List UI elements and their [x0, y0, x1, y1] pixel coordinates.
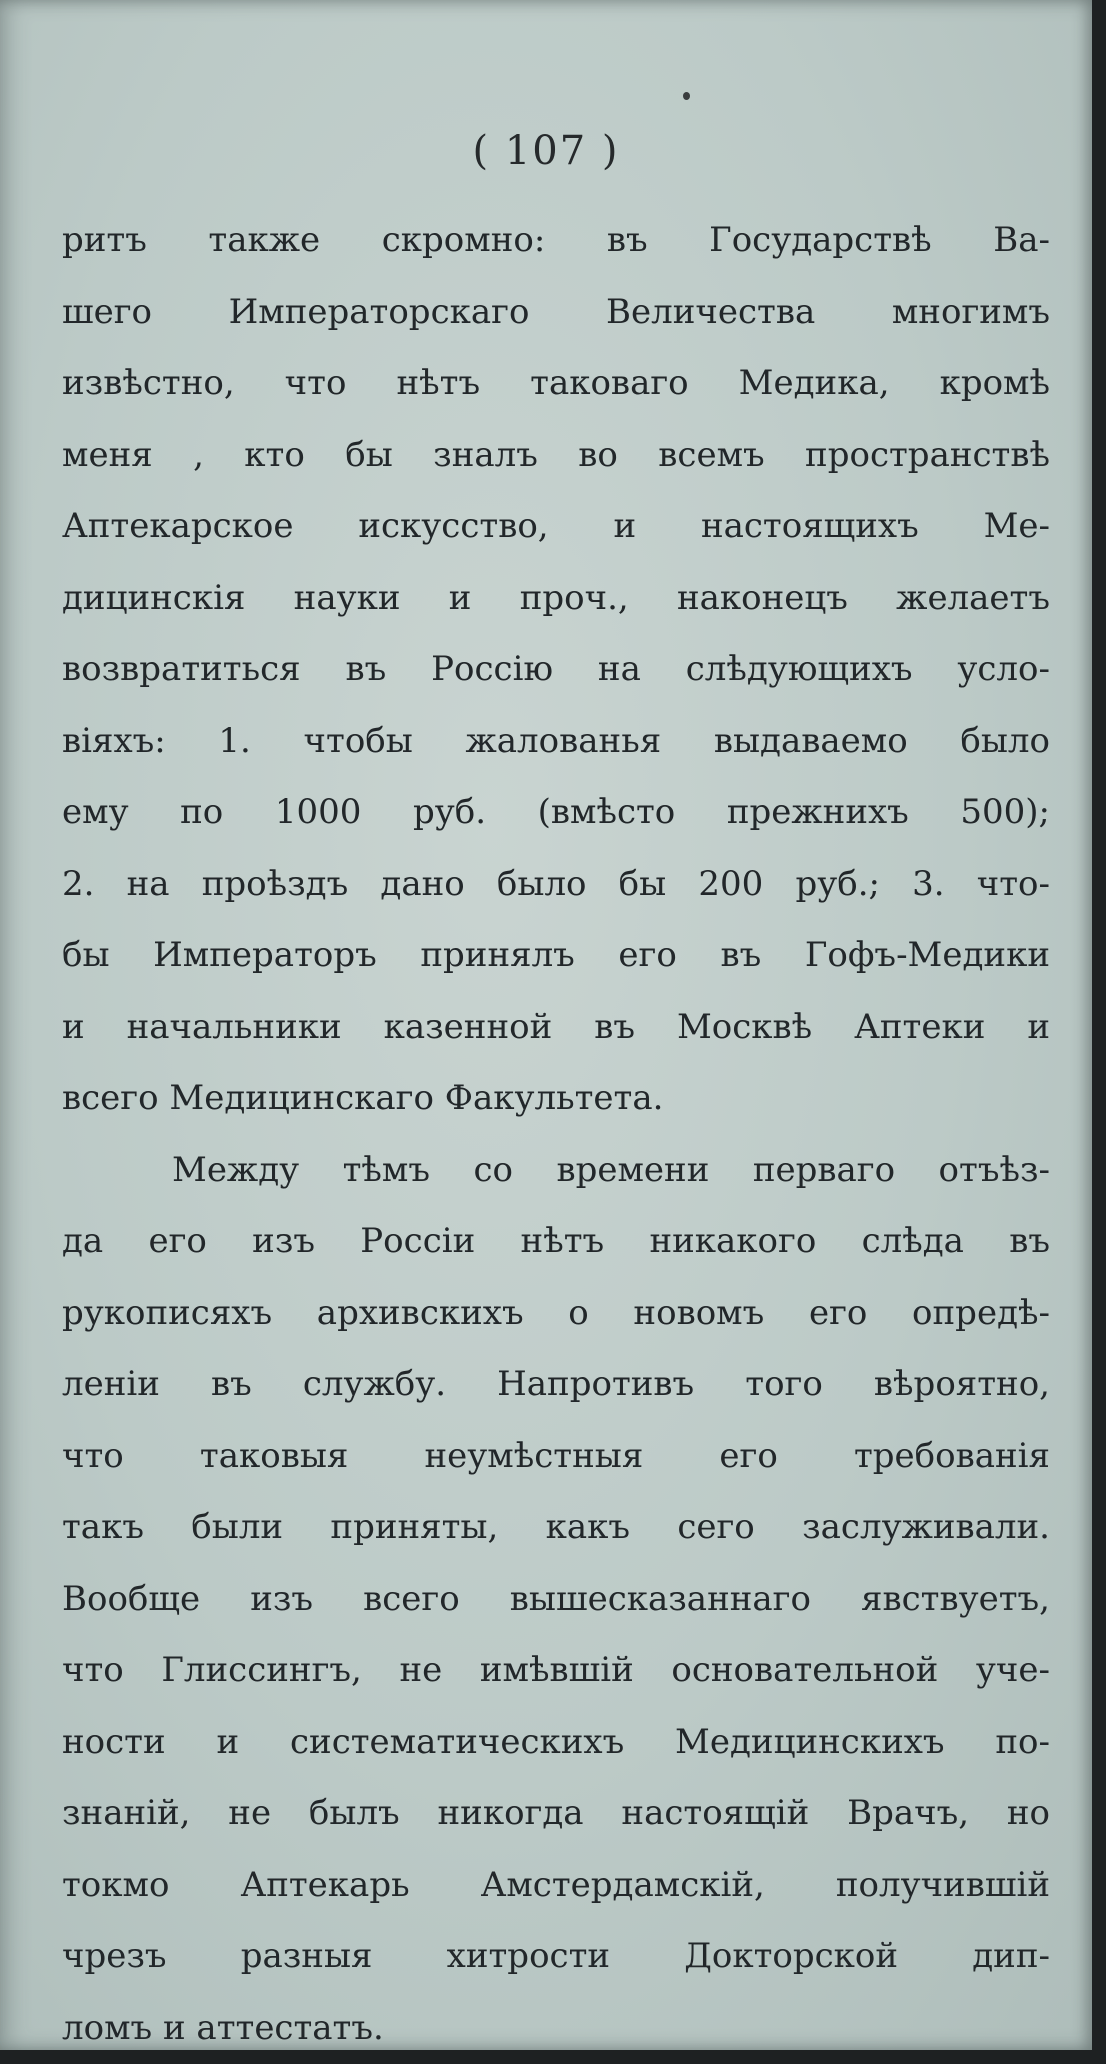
- text-line: Вообще изъ всего вышесказаннаго явствуетъ,: [62, 1564, 1050, 1636]
- text-line: Аптекарское искусство, и настоящихъ Ме-: [62, 491, 1050, 563]
- text-line: Между тѣмъ со времени перваго отъѣз-: [62, 1135, 1050, 1207]
- text-line: возвратиться въ Россію на слѣдующихъ усло-: [62, 634, 1050, 706]
- text-line: бы Императоръ принялъ его въ Гофъ-Медики: [62, 920, 1050, 992]
- text-line: ему по 1000 руб. (вмѣсто прежнихъ 500);: [62, 777, 1050, 849]
- text-line: что таковыя неумѣстныя его требованія: [62, 1421, 1050, 1493]
- text-line: дицинскія науки и проч., наконецъ желаетъ: [62, 563, 1050, 635]
- text-line: ритъ также скромно: въ Государствѣ Ва-: [62, 205, 1050, 277]
- text-line: леніи въ службу. Напротивъ того вѣроятно,: [62, 1349, 1050, 1421]
- text-line: меня , кто бы зналъ во всемъ пространствѣ: [62, 420, 1050, 492]
- body-text: [62, 205, 1050, 2064]
- ink-speck: [683, 92, 690, 100]
- text-line: знаній, не былъ никогда настоящій Врачъ, но: [62, 1778, 1050, 1850]
- text-line: ности и систематическихъ Медицинскихъ по-: [62, 1707, 1050, 1779]
- text-line: рукописяхъ архивскихъ о новомъ его опредѣ-: [62, 1278, 1050, 1350]
- text-line: всего Медицинскаго Факультета.: [62, 1063, 1050, 1135]
- text-line: шего Императорскаго Величества многимъ: [62, 277, 1050, 349]
- text-line: извѣстно, что нѣтъ таковаго Медика, кромѣ: [62, 348, 1050, 420]
- text-line: токмо Аптекарь Амстердамскій, получившій: [62, 1850, 1050, 1922]
- page-number: ( 107 ): [0, 128, 1092, 174]
- text-line: 2. на проѣздъ дано было бы 200 руб.; 3. что-: [62, 849, 1050, 921]
- text-line: и начальники казенной въ Москвѣ Аптеки и: [62, 992, 1050, 1064]
- text-line: что Глиссингъ, не имѣвшій основательной уче-: [62, 1635, 1050, 1707]
- text-line: да его изъ Россіи нѣтъ никакого слѣда въ: [62, 1206, 1050, 1278]
- text-line: чрезъ разныя хитрости Докторской дип-: [62, 1921, 1050, 1993]
- text-line: такъ были приняты, какъ сего заслуживали.: [62, 1492, 1050, 1564]
- text-line: ломъ и аттестатъ.: [62, 1993, 1050, 2064]
- text-line: віяхъ: 1. чтобы жалованья выдаваемо было: [62, 706, 1050, 778]
